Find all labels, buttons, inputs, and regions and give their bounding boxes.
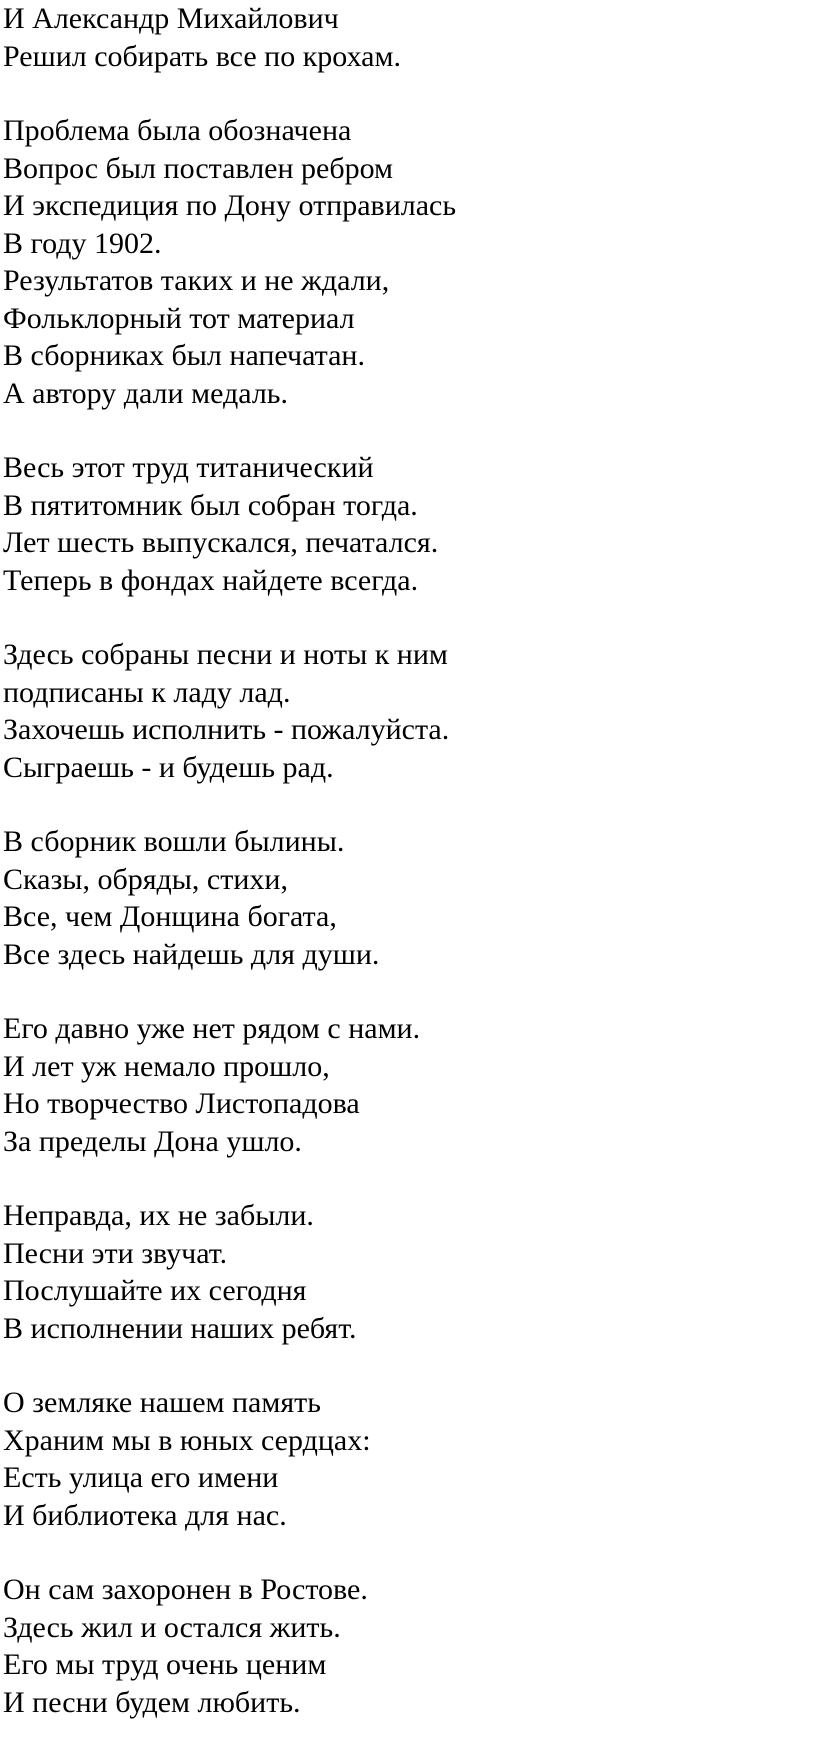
poem-line: Вопрос был поставлен ребром	[3, 151, 394, 185]
poem-line: Весь этот труд титанический	[3, 451, 374, 484]
poem-line: Теперь в фондах найдете всегда.	[3, 563, 419, 597]
stanza	[3, 636, 808, 786]
poem-line: В исполнении наших ребят.	[3, 1311, 357, 1345]
poem-line: Песни эти звучат.	[3, 1236, 228, 1270]
poem-line: И экспедиция по Дону отправилась	[3, 189, 457, 222]
stanza	[3, 823, 808, 973]
poem-line: Сыграешь - и будешь рад.	[3, 750, 334, 784]
poem-line: И Александр Михайлович	[3, 2, 339, 35]
poem-line: Лет шесть выпускался, печатался.	[3, 526, 439, 559]
poem-line: В пятитомник был собран тогда.	[3, 488, 418, 522]
poem-text	[3, 0, 808, 1758]
poem-line: И песни будем любить.	[3, 1685, 301, 1719]
poem-line: И библиотека для нас.	[3, 1498, 287, 1532]
poem-line: А автору дали медаль.	[3, 376, 288, 410]
poem-line: Есть улица его имени	[3, 1461, 279, 1494]
poem-line: Послушайте их сегодня	[3, 1274, 307, 1307]
stanza	[3, 1197, 808, 1347]
poem-line: Сказы, обряды, стихи,	[3, 862, 288, 896]
poem-line: Результатов таких и не ждали,	[3, 264, 390, 297]
poem-line: Все, чем Донщина богата,	[3, 900, 337, 933]
stanza	[3, 0, 808, 75]
poem-line: Здесь жил и остался жить.	[3, 1610, 341, 1644]
stanza	[3, 112, 808, 412]
poem-line: Здесь собраны песни и ноты к ним	[3, 638, 448, 671]
poem-line: Но творчество Листопадова	[3, 1087, 360, 1120]
poem-line: В году 1902.	[3, 226, 162, 260]
poem-line: О земляке нашем память	[3, 1386, 321, 1419]
poem-line: Решил собирать все по крохам.	[3, 39, 401, 73]
stanza	[3, 1010, 808, 1160]
poem-line: Фольклорный тот материал	[3, 301, 355, 335]
poem-line: подписаны к ладу лад.	[3, 675, 291, 709]
poem-line: В сборниках был напечатан.	[3, 339, 365, 372]
poem-line: Храним мы в юных сердцах:	[3, 1423, 371, 1457]
poem-line: В сборник вошли былины.	[3, 825, 345, 858]
poem-line: Проблема была обозначена	[3, 114, 352, 147]
poem-line: Его мы труд очень ценим	[3, 1648, 327, 1681]
poem-line: И лет уж немало прошло,	[3, 1049, 330, 1083]
poem-line: Он сам захоронен в Ростове.	[3, 1573, 368, 1606]
poem-line: Неправда, их не забыли.	[3, 1199, 314, 1232]
stanza	[3, 449, 808, 599]
poem-line: Его давно уже нет рядом с нами.	[3, 1012, 421, 1045]
stanza	[3, 1384, 808, 1534]
poem-line: За пределы Дона ушло.	[3, 1124, 302, 1158]
stanza	[3, 1571, 808, 1721]
poem-line: Захочешь исполнить - пожалуйста.	[3, 713, 450, 746]
poem-line: Все здесь найдешь для души.	[3, 937, 380, 971]
